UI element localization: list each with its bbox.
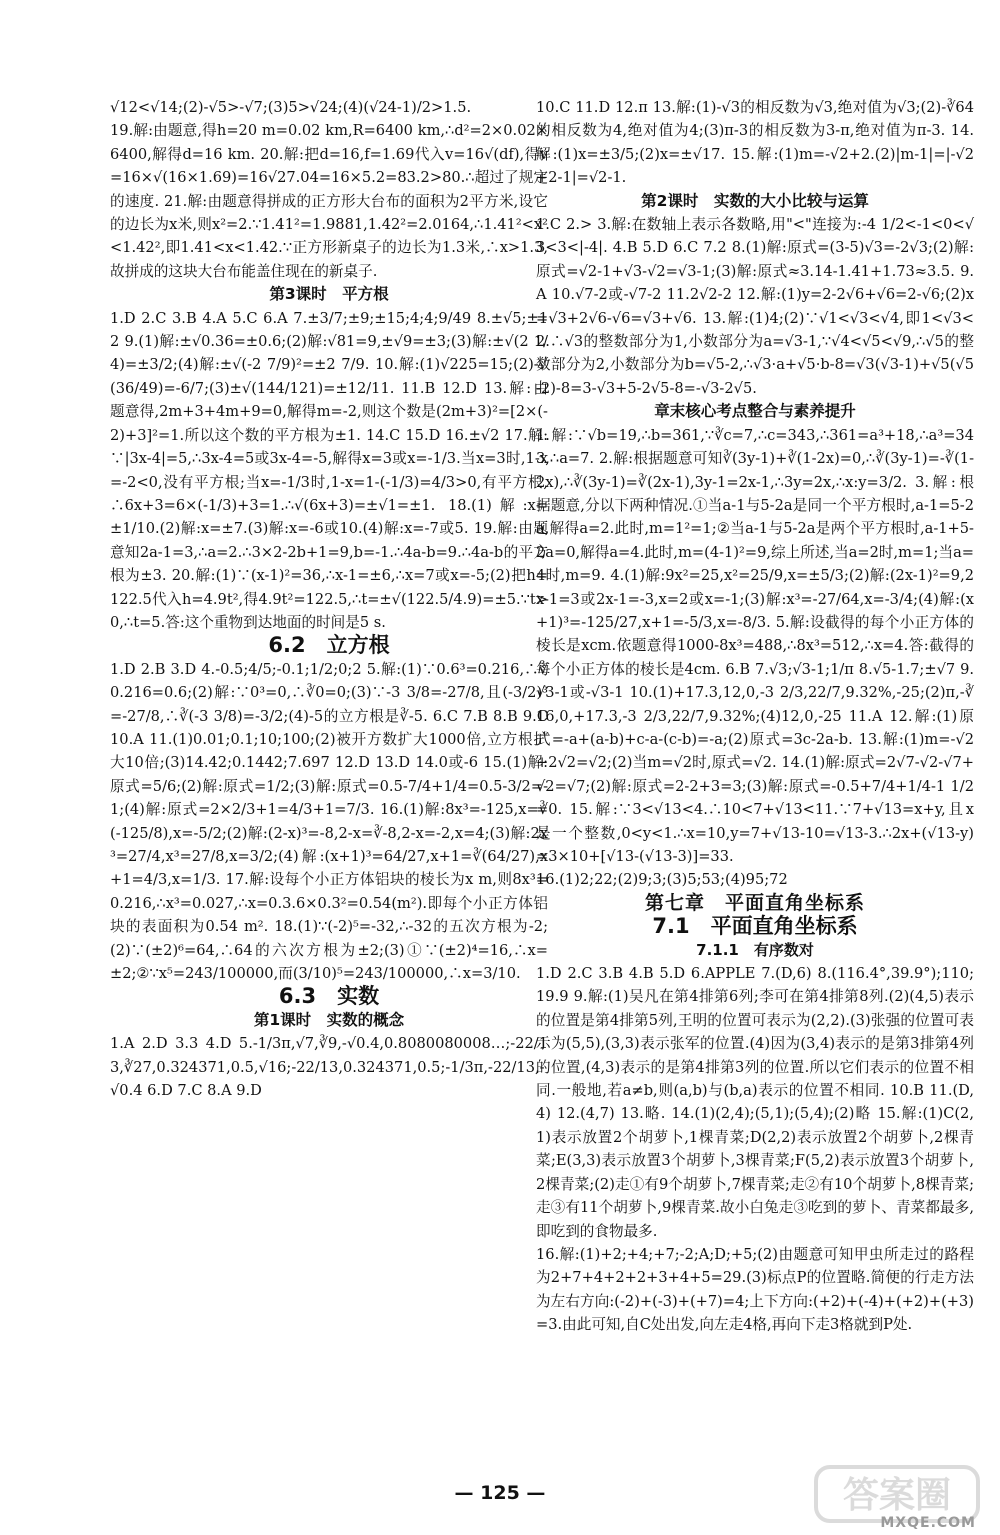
answer-paragraph: 10.C 11.D 12.π 13.解:(1)-√3的相反数为√3,绝对值为√3;(2)-∛64的相反数为4,绝对值为4;(3)π-3的相反数为3-π,绝对值为π-3. 14.解:(1)x=±3/5;(2)x=±√17. 15.解:(1)m=-√2+2.(2)|m-1|=|-√2+2-1|=√2-1.: [536, 99, 974, 187]
left-column: [110, 96, 548, 1102]
column-divider: [527, 110, 528, 1450]
watermark-brand: 答案圈: [842, 1475, 952, 1516]
lesson-heading: 第1课时 实数的概念: [253, 1010, 405, 1029]
chapter-heading: 第七章 平面直角坐标系: [644, 891, 865, 914]
lesson-heading: 第3课时 平方根: [269, 285, 389, 304]
answer-paragraph: √12<√14;(2)-√5>-√7;(3)5>√24;(4)(√24-1)/2>1.5.: [110, 99, 472, 116]
answer-paragraph: 1.D 2.B 3.D 4.-0.5;4/5;-0.1;1/2;0;2 5.解:(1)∵0.6³=0.216,∴∛0.216=0.6;(2)解:∵0³=0,∴∛0=0;(3)∵-3 3/8=-27/8,且(-3/2)³=-27/8,∴∛(-3 3/8)=-3/2;(4)-5的立方根是∛-5. 6.C 7.B 8.B 9.C 10.A 11.(1)0.01;0.1;10;100;(2)被开方数扩大1000倍,立方根扩大10倍;(3)14.42;0.1442;7.697 12.D 13.D 14.0或-6 15.(1)解:原式=5/6;(2)解:原式=1/2;(3)解:原式=0.5-7/4+1/4=0.5-3/2=-1;(4)解:原式=2×2/3+1=4/3+1=7/3. 16.(1)解:8x³=-125,x=∛(-125/8),x=-5/2;(2)解:(2-x)³=-8,2-x=∛-8,2-x=-2,x=4;(3)解:2x³=27/4,x³=27/8,x=3/2;(4)解:(x+1)³=64/27,x+1=∛(64/27),x+1=4/3,x=1/3. 17.解:设每个小正方体铝块的棱长为x m,则8x³=0.216,∴x³=0.027,∴x=0.3.6×0.3²=0.54(m²).即每个小正方体铝块的表面积为0.54 m². 18.(1)∵(-2)⁵=-32,∴-32的五次方根为-2;(2)∵(±2)⁶=64,∴64的六次方根为±2;(3)①∵(±2)⁴=16,∴x=±2;②∵x⁵=243/100000,而(3/10)⁵=243/100000,∴x=3/10.: [110, 660, 548, 983]
answer-paragraph: 1.D 2.C 3.B 4.A 5.C 6.A 7.±3/7;±9;±15;4;4;9/49 8.±√5;±12 9.(1)解:±√0.36=±0.6;(2)解:√81=9,±√9=±3;(3)解:±√(2 1/4)=±3/2;(4)解:±√(-2 7/9)²=±2 7/9. 10.解:(1)√225=15;(2)-√(36/49)=-6/7;(3)±√(144/121)=±12/11. 11.B 12.D 13.解:由题意得,2m+3+4m+9=0,解得m=-2,则这个数是(2m+3)²=[2×(-2)+3]²=1.所以这个数的平方根为±1. 14.C 15.D 16.±√2 17.解:∵|3x-4|=5,∴3x-4=5或3x-4=-5,解得x=3或x=-1/3.当x=3时,1-x=-2<0,没有平方根;当x=-1/3时,1-x=1-(-1/3)=4/3>0,有平方根,∴6x+3=6×(-1/3)+3=1.∴√(6x+3)=±√1=±1. 18.(1)解:x=±1/10.(2)解:x=±7.(3)解:x=-6或10.(4)解:x=-7或5. 19.解:由题意知2a-1=3,∴a=2.∴3×2-2b+1=9,b=-1.∴4a-b=9.∴4a-b的平方根为±3. 20.解:(1)∵(x-1)²=36,∴x-1=±6,∴x=7或x=-5;(2)把h=122.5代入h=4.9t²,得4.9t²=122.5,∴t=±√(122.5/4.9)=±5.∵t>0,∴t=5.答:这个重物到达地面的时间是5 s.: [110, 309, 548, 631]
section-heading: 6.2 立方根: [268, 633, 390, 658]
lesson-heading: 章末核心考点整合与素养提升: [654, 402, 856, 421]
subsection-heading: 7.1.1 有序数对: [696, 940, 814, 959]
answer-paragraph: 19.解:由题意,得h=20 m=0.02 km,R=6400 km,∴d²=2×0.02×6400,解得d=16 km. 20.解:把d=16,f=1.69代入v=16√(df),得v=16×√(16×1.69)=16√27.04=16×5.2=83.2>80.∴超过了规定的速度. 21.解:由题意得拼成的正方形大台布的面积为2平方米,设它的边长为x米,则x²=2.∵1.41²=1.9881,1.42²=2.0164,∴1.41²<x²<1.42²,即1.41<x<1.42.∵正方形新桌子的边长为1.3米,∴x>1.3,故拼成的这块大台布能盖住现在的新桌子.: [110, 122, 548, 280]
answer-paragraph: 1.D 2.C 3.B 4.B 5.D 6.APPLE 7.(D,6) 8.(116.4°,39.9°);110;19.9 9.解:(1)吴凡在第4排第6列;李可在第4排第8列.(2)(4,5)表示的位置是第4排第5列,王明的位置可表示为(2,2).(3)张强的位置可表示为(5,5),(3,3)表示张军的位置.(4)因为(3,4)表示的是第3排第4列的位置,(4,3)表示的是第4排第3列的位置.所以它们表示的位置不相同.一般地,若a≠b,则(a,b)与(b,a)表示的位置不相同. 10.B 11.(D,4) 12.(4,7) 13.略. 14.(1)(2,4);(5,1);(5,4);(2)略 15.解:(1)C(2,1)表示放置2个胡萝卜,1棵青菜;D(2,2)表示放置2个胡萝卜,2棵青菜;E(3,3)表示放置3个胡萝卜,3棵青菜;F(5,2)表示放置3个胡萝卜,2棵青菜;(2)走①有9个胡萝卜,7棵青菜;走②有10个胡萝卜,8棵青菜;走③有11个胡萝卜,9棵青菜.故小白兔走③吃到的萝卜、青菜都最多,即吃到的食物最多.: [536, 965, 974, 1240]
lesson-heading: 第2课时 实数的大小比较与运算: [641, 191, 869, 210]
answer-paragraph: 1.A 2.D 3.3 4.D 5.-1/3π,√7,∛9,-√0.4,0.8080080008…;-22/13,∛27,0.324371,0.5,√16;-22/13,0.324371,0.5;-1/3π,-22/13,-√0.4 6.D 7.C 8.A 9.D: [110, 1035, 548, 1100]
page-number: — 125 —: [454, 1482, 546, 1504]
answer-paragraph: 16.解:(1)+2;+4;+7;-2;A;D;+5;(2)由题意可知甲虫所走过的路程为2+7+4+2+2+3+4+5=29.(3)标点P的位置略.简便的行走方法为左右方向:(-2)+(-3)+(+7)=4;上下方向:(+2)+(-4)+(+2)+(+3)=3.由此可知,自C处出发,向左走4格,再向下走3格就到P处.: [536, 1245, 974, 1334]
watermark-site: MXQE.COM: [880, 1515, 976, 1531]
answer-paragraph: 1.解:∵√b=19,∴b=361,∵∛c=7,∴c=343,∴361=a³+18,∴a³=343,∴a=7. 2.解:根据题意可知∛(3y-1)+∛(1-2x)=0,∴∛(3y-1)=-∛(1-2x),∴∛(3y-1)=∛(2x-1),3y-1=2x-1,∴3y=2x,∴x:y=3/2. 3.解:根据题意,分以下两种情况.①当a-1与5-2a是同一个平方根时,a-1=5-2a,解得a=2.此时,m=1²=1;②当a-1与5-2a是两个平方根时,a-1+5-2a=0,解得a=4.此时,m=(4-1)²=9,综上所述,当a=2时,m=1;当a=4时,m=9. 4.(1)解:9x²=25,x²=25/9,x=±5/3;(2)解:(2x-1)²=9,2x-1=3或2x-1=-3,x=2或x=-1;(3)解:x³=-27/64,x=-3/4;(4)解:(x+1)³=-125/27,x+1=-5/3,x=-8/3. 5.解:设截得的每个小正方体的棱长是xcm.依题意得1000-8x³=488,∴8x³=512,∴x=4.答:截得的每个小正方体的棱长是4cm. 6.B 7.√3;√3-1;1/π 8.√5-1.7;±√7 9.√3-1或-√3-1 10.(1)+17.3,12,0,-3 2/3,22/7,9.32%,-25;(2)π,-∛16,0,+17.3,-3 2/3,22/7,9.32%;(4)12,0,-25 11.A 12.解:(1)原式=-a+(a-b)+c-a-(c-b)=-a;(2)原式=3c-2a-b. 13.解:(1)m=-√2+2√2=√2;(2)当m=√2时,原式=√2. 14.(1)解:原式=2√7-√2-√7+√2=√7;(2)解:原式=2-2+3=3;(3)解:原式=-0.5+7/4+1/4-1 1/2=0. 15.解:∵3<√13<4.∴10<7+√13<11.∵7+√13=x+y,且x是一个整数,0<y<1.∴x=10,y=7+√13-10=√13-3.∴2x+(√13-y)=3×10+[√13-(√13-3)]=33.: [536, 426, 974, 865]
answer-paragraph: 16.(1)2;22;(2)9;3;(3)5;53;(4)95;72: [536, 871, 788, 889]
section-heading: 6.3 实数: [278, 984, 380, 1009]
answer-paragraph: 1.C 2.> 3.解:在数轴上表示各数略,用"<"连接为:-4 1/2<-1<0<√3<3<|-4|. 4.B 5.D 6.C 7.2 8.(1)解:原式=(3-5)√3=-2√3;(2)解:原式=√2-1+√3-√2=√3-1;(3)解:原式≈3.14-1.41+1.73≈3.5. 9.A 10.√7-2或-√7-2 11.2√2-2 12.解:(1)y=2-2√6+√6=2-√6;(2)x=√3+2√6-√6=√3+√6. 13.解:(1)4;(2)∵√1<√3<√4,即1<√3<2.∴√3的整数部分为1,小数部分为a=√3-1,∵√4<√5<√9,∴√5的整数部分为2,小数部分为b=√5-2,∴√3·a+√5·b-8=√3(√3-1)+√5(√5-2)-8=3-√3+5-2√5-8=-√3-2√5.: [536, 216, 974, 397]
right-column: [536, 96, 974, 1337]
section-heading: 7.1 平面直角坐标系: [652, 914, 858, 939]
